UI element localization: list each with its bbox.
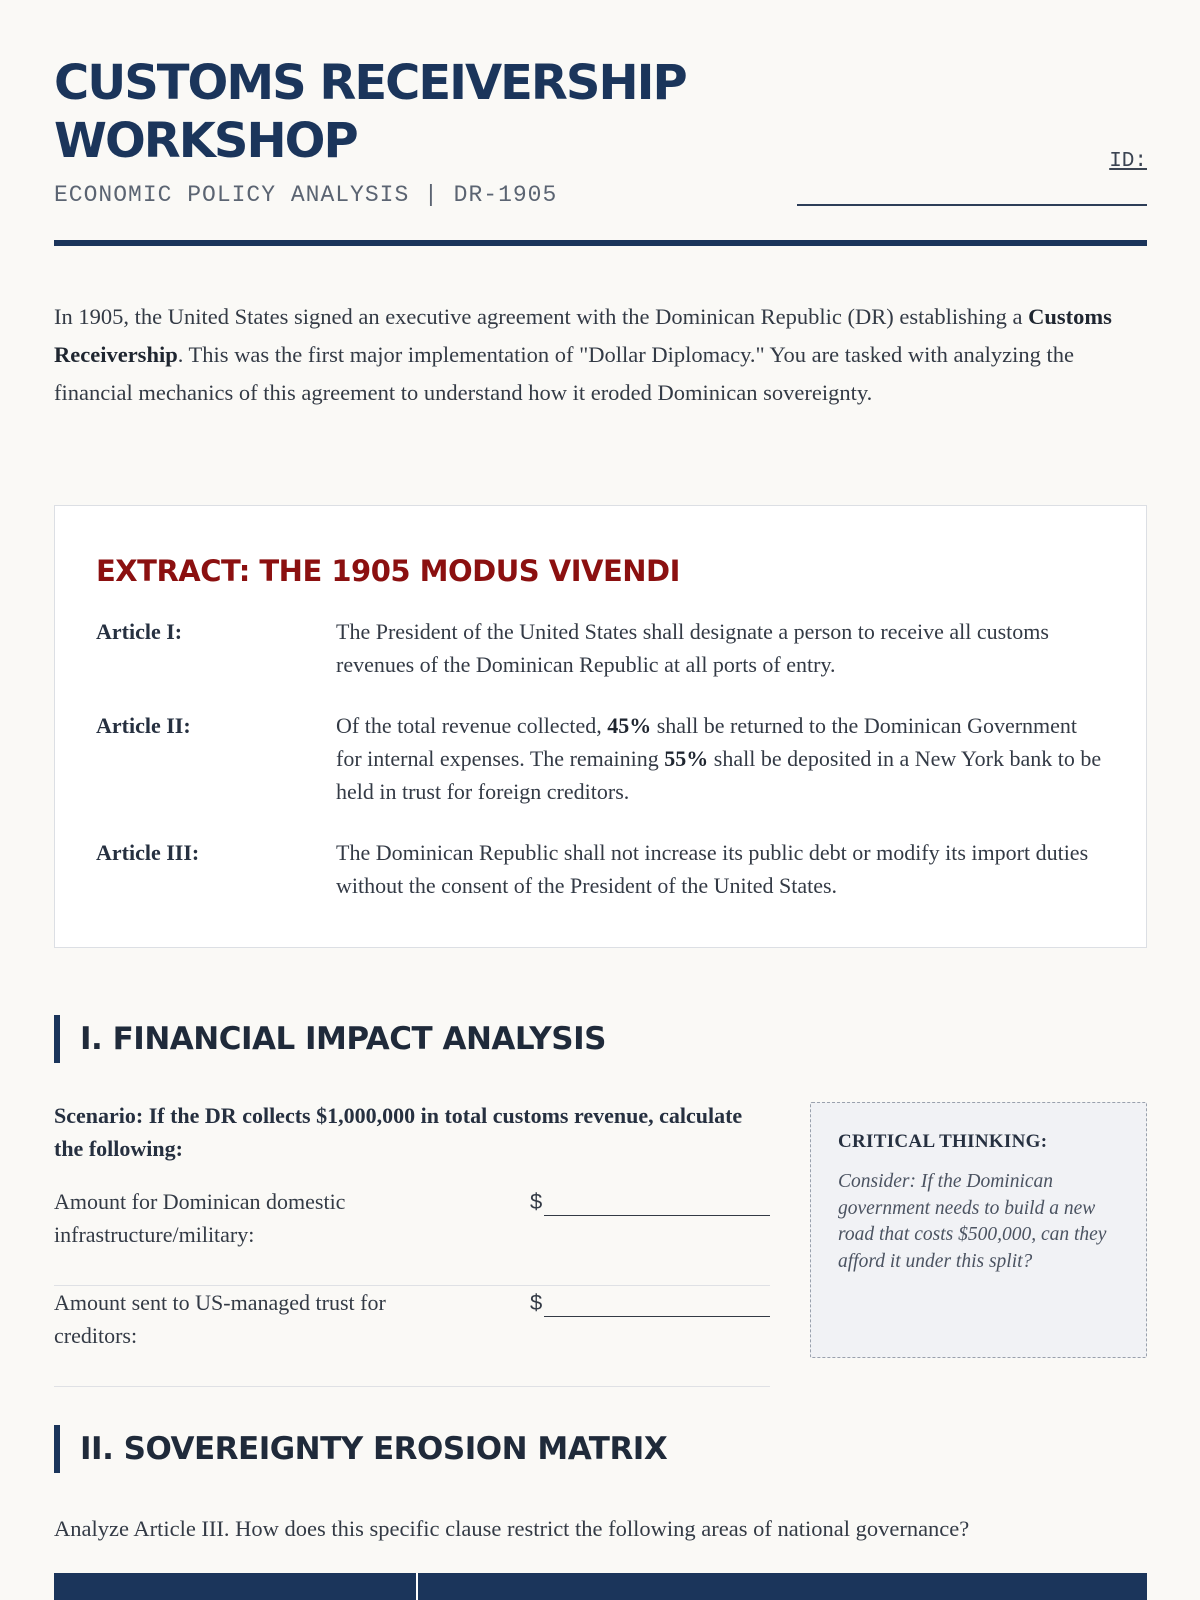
article-text-part: Of the total revenue collected, [336, 713, 608, 738]
intro-bold-term: Customs Receivership [54, 304, 1112, 367]
column-divider [416, 1573, 418, 1600]
answer-blank-domestic[interactable] [544, 1215, 770, 1216]
dollar-sign: $ [530, 1290, 543, 1315]
critical-thinking-title: CRITICAL THINKING: [838, 1131, 1048, 1152]
percent-creditors: 55% [664, 746, 709, 771]
section-heading-sovereignty: II. SOVEREIGNTY EROSION MATRIX [54, 1425, 954, 1473]
extract-box [54, 505, 1147, 948]
calc-row-creditors [54, 1286, 770, 1387]
extract-title: EXTRACT: THE 1905 MODUS VIVENDI [96, 554, 680, 588]
critical-thinking-text: Consider: If the Dominican government needs to build a new road that costs $500,000, can they afford it under this split? [838, 1171, 1107, 1273]
header [54, 54, 1147, 246]
answer-blank-creditors[interactable] [544, 1316, 770, 1317]
page-title: CUSTOMS RECEIVERSHIP WORKSHOP [54, 55, 686, 169]
dollar-sign: $ [530, 1189, 543, 1214]
article-text [336, 709, 1106, 808]
critical-thinking-box [810, 1102, 1147, 1358]
article-label: Article III: [96, 840, 200, 865]
intro-text: In 1905, the United States signed an executive agreement with the Dominican Republic (DR) establishing a [54, 304, 1029, 329]
id-field[interactable] [797, 204, 1147, 206]
scenario-prompt: Scenario: If the DR collects $1,000,000 in total customs revenue, calculate the following: [54, 1103, 743, 1161]
article-text-part: shall be returned to the Dominican Government for internal expenses. The remaining [336, 713, 1078, 771]
article-text-part: shall be deposited in a New York bank to be held in trust for foreign creditors. [336, 746, 1102, 804]
page-subtitle: ECONOMIC POLICY ANALYSIS | DR-1905 [54, 182, 558, 208]
intro-paragraph [54, 298, 1147, 412]
calc-label: Amount sent to US-managed trust for creditors: [54, 1290, 386, 1348]
article-label: Article I: [96, 619, 183, 644]
percent-domestic: 45% [607, 713, 652, 738]
matrix-table-header [54, 1573, 1147, 1600]
worksheet-page [54, 0, 1147, 1600]
calc-label: Amount for Dominican domestic infrastructure/military: [54, 1189, 346, 1247]
id-label: ID: [1109, 150, 1147, 173]
calc-row-domestic [54, 1185, 770, 1286]
article-text: The Dominican Republic shall not increase its public debt or modify its import duties without the consent of the President of the United States. [336, 840, 1089, 898]
intro-text-continued: . This was the first major implementation of "Dollar Diplomacy." You are tasked with analyzing the financial mechanics of this agreement to understand how it eroded Dominican sovereignty. [54, 342, 1075, 405]
article-label: Article II: [96, 713, 191, 738]
article-text: The President of the United States shall designate a person to receive all customs revenues of the Dominican Republic at all ports of entry. [336, 619, 1049, 677]
matrix-prompt: Analyze Article III. How does this specific clause restrict the following areas of national governance? [54, 1516, 970, 1541]
section-heading-financial: I. FINANCIAL IMPACT ANALYSIS [54, 1015, 954, 1063]
